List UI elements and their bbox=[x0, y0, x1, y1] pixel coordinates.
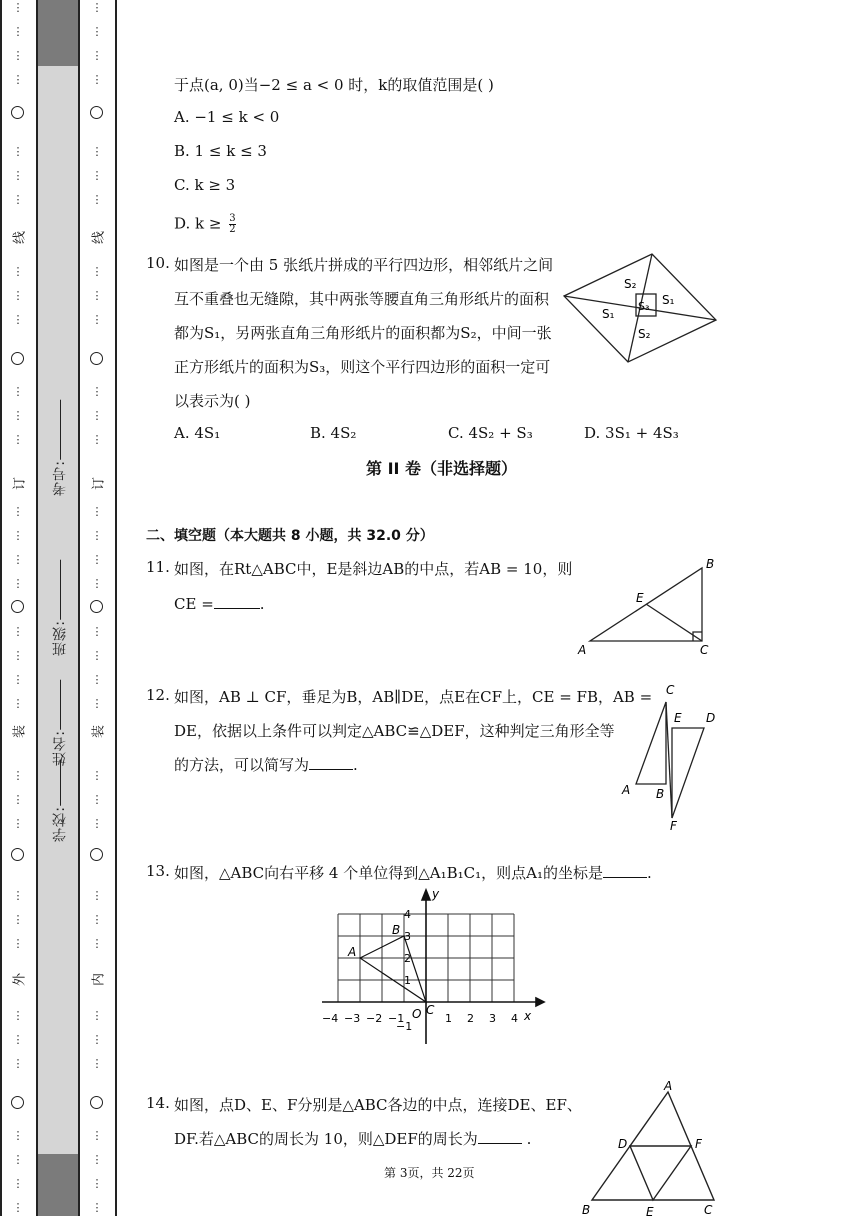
q10-option-d[interactable]: D. 3S₁ + 4S₃ bbox=[584, 424, 679, 442]
school-label: 学校: bbox=[52, 806, 68, 842]
x-tick: −4 bbox=[322, 1012, 339, 1025]
binding-dot: ⋮ bbox=[91, 313, 103, 326]
q13-suffix: . bbox=[646, 864, 652, 882]
label-f: F bbox=[670, 819, 677, 833]
q14-midpoint-triangle-figure bbox=[576, 1080, 726, 1216]
binding-dot: ⋮ bbox=[12, 937, 24, 950]
binding-dot: ⋮ bbox=[91, 1009, 103, 1022]
binding-dot: ⋮ bbox=[12, 673, 24, 686]
binding-dot: ⋮ bbox=[91, 25, 103, 38]
q11-line-1: 如图，在Rt△ABC中，E是斜边AB的中点，若AB = 10，则 bbox=[174, 560, 573, 578]
y-axis-arrow bbox=[422, 890, 430, 900]
q12-triangles-figure bbox=[614, 680, 724, 836]
binding-dot: ⋮ bbox=[12, 913, 24, 926]
q12-line-2: DE，依据以上条件可以判定△ABC≌△DEF，这种判定三角形全等 bbox=[174, 722, 615, 740]
label-a: A bbox=[622, 783, 631, 797]
binding-dot: ⋮ bbox=[12, 1177, 24, 1190]
q9-option-a[interactable]: A. −1 ≤ k < 0 bbox=[174, 108, 280, 126]
binding-dot: ⋮ bbox=[91, 769, 103, 782]
inner-label-xian: 线 bbox=[91, 231, 107, 245]
binding-dot: ⋮ bbox=[12, 409, 24, 422]
binding-ring-icon bbox=[11, 352, 24, 365]
binding-dot: ⋮ bbox=[91, 1129, 103, 1142]
x-tick: 1 bbox=[445, 1012, 452, 1025]
q11-triangle-figure bbox=[572, 552, 722, 660]
q9-option-d-fraction bbox=[229, 214, 235, 235]
binding-dot: ⋮ bbox=[12, 529, 24, 542]
triangle-def bbox=[672, 728, 704, 818]
strip-dark-bottom bbox=[38, 1154, 78, 1216]
binding-dot: ⋮ bbox=[91, 385, 103, 398]
binding-dot: ⋮ bbox=[12, 889, 24, 902]
binding-dot: ⋮ bbox=[12, 793, 24, 806]
outer-label-ding: 订 bbox=[12, 477, 28, 491]
binding-ring-icon bbox=[90, 848, 103, 861]
q12-line-3 bbox=[174, 754, 358, 775]
q14-number: 14. bbox=[146, 1094, 170, 1112]
x-tick: −3 bbox=[344, 1012, 361, 1025]
label-o: O bbox=[412, 1007, 422, 1021]
q11-answer-blank[interactable] bbox=[214, 594, 260, 609]
q13-answer-blank[interactable] bbox=[603, 863, 647, 878]
binding-dot: ⋮ bbox=[12, 1201, 24, 1214]
binding-dot: ⋮ bbox=[12, 145, 24, 158]
exam-number-label: 考号: bbox=[52, 460, 68, 496]
label-a: A bbox=[664, 1080, 673, 1093]
y-tick: 2 bbox=[404, 952, 411, 965]
binding-dot: ⋮ bbox=[12, 649, 24, 662]
x-tick: −1 bbox=[388, 1012, 405, 1025]
q11-suffix: . bbox=[259, 595, 265, 613]
x-tick: 2 bbox=[467, 1012, 474, 1025]
q9-option-d-text: D. k ≥ bbox=[174, 214, 222, 233]
label-s1-left: S₁ bbox=[602, 307, 615, 321]
binding-dot: ⋮ bbox=[12, 265, 24, 278]
binding-dot: ⋮ bbox=[91, 505, 103, 518]
binding-dot: ⋮ bbox=[12, 289, 24, 302]
binding-dot: ⋮ bbox=[91, 913, 103, 926]
binding-dot: ⋮ bbox=[12, 1033, 24, 1046]
binding-ring-icon bbox=[11, 848, 24, 861]
label-e: E bbox=[646, 1205, 654, 1216]
binding-dot: ⋮ bbox=[12, 313, 24, 326]
name-label: 姓名: bbox=[52, 730, 68, 766]
binding-dot: ⋮ bbox=[91, 73, 103, 86]
inner-label-nei: 内 bbox=[91, 973, 107, 987]
label-b: B bbox=[656, 787, 665, 801]
triangle-abc bbox=[360, 936, 426, 1002]
binding-dot: ⋮ bbox=[12, 169, 24, 182]
binding-dot: ⋮ bbox=[91, 193, 103, 206]
q12-prefix: 的方法，可以简写为 bbox=[174, 756, 310, 774]
binding-ring-icon bbox=[90, 106, 103, 119]
binding-dot: ⋮ bbox=[91, 793, 103, 806]
binding-ring-icon bbox=[11, 106, 24, 119]
binding-dot: ⋮ bbox=[91, 937, 103, 950]
binding-dot: ⋮ bbox=[12, 1009, 24, 1022]
y-tick: 3 bbox=[404, 930, 411, 943]
binding-ring-icon bbox=[90, 1096, 103, 1109]
fraction-denominator: 2 bbox=[229, 224, 236, 235]
q10-line-5: 以表示为( ) bbox=[174, 392, 251, 410]
binding-dot: ⋮ bbox=[91, 649, 103, 662]
q13-line-1 bbox=[174, 862, 652, 883]
outer-border-left bbox=[0, 0, 2, 1216]
label-s3: S₃ bbox=[638, 300, 650, 313]
q10-number: 10. bbox=[146, 254, 170, 272]
strip-dark-top bbox=[38, 0, 78, 66]
label-s2-top: S₂ bbox=[624, 277, 637, 291]
binding-dot: ⋮ bbox=[91, 817, 103, 830]
binding-dot: ⋮ bbox=[91, 1033, 103, 1046]
page-footer: 第 3页，共 22页 bbox=[384, 1166, 475, 1180]
binding-dot: ⋮ bbox=[12, 577, 24, 590]
x-tick: 4 bbox=[511, 1012, 518, 1025]
binding-dot: ⋮ bbox=[12, 49, 24, 62]
binding-dot: ⋮ bbox=[12, 1, 24, 14]
label-c: C bbox=[426, 1003, 435, 1017]
binding-ring-icon bbox=[90, 352, 103, 365]
binding-ring-icon bbox=[11, 600, 24, 613]
q14-line-1: 如图，点D、E、F分别是△ABC各边的中点，连接DE、EF、 bbox=[174, 1096, 582, 1114]
q10-line-1: 如图是一个由 5 张纸片拼成的平行四边形，相邻纸片之间 bbox=[174, 256, 554, 274]
binding-dot: ⋮ bbox=[91, 49, 103, 62]
q14-line-2 bbox=[174, 1128, 531, 1149]
inner-border-left bbox=[78, 0, 80, 1216]
q14-prefix: DF.若△ABC的周长为 10，则△DEF的周长为 bbox=[174, 1130, 478, 1148]
binding-dot: ⋮ bbox=[12, 73, 24, 86]
q9-stem-end: 于点(a, 0)当−2 ≤ a < 0 时，k的取值范围是( ) bbox=[174, 76, 494, 94]
label-b: B bbox=[706, 557, 715, 571]
binding-dot: ⋮ bbox=[12, 697, 24, 710]
part-two-heading: 第 II 卷（非选择题） bbox=[366, 459, 518, 478]
class-label: 班级: bbox=[52, 620, 68, 656]
binding-ring-icon bbox=[11, 1096, 24, 1109]
binding-dot: ⋮ bbox=[91, 433, 103, 446]
binding-dot: ⋮ bbox=[12, 25, 24, 38]
inner-border-right bbox=[115, 0, 117, 1216]
label-a: A bbox=[348, 945, 357, 959]
binding-dot: ⋮ bbox=[12, 1153, 24, 1166]
fraction-numerator: 3 bbox=[229, 213, 236, 224]
inner-label-zhuang: 装 bbox=[91, 725, 107, 739]
q10-option-b[interactable]: B. 4S₂ bbox=[310, 424, 357, 442]
binding-dot: ⋮ bbox=[91, 673, 103, 686]
binding-dot: ⋮ bbox=[91, 409, 103, 422]
binding-dot: ⋮ bbox=[12, 433, 24, 446]
q11-line-2 bbox=[174, 594, 265, 613]
triangle-def bbox=[630, 1146, 691, 1200]
label-b: B bbox=[392, 923, 401, 937]
q12-number: 12. bbox=[146, 686, 170, 704]
binding-dot: ⋮ bbox=[91, 625, 103, 638]
outer-label-xian: 线 bbox=[12, 231, 28, 245]
label-e: E bbox=[674, 711, 682, 725]
label-d: D bbox=[706, 711, 716, 725]
binding-dot: ⋮ bbox=[91, 169, 103, 182]
binding-dot: ⋮ bbox=[91, 529, 103, 542]
binding-dot: ⋮ bbox=[91, 1, 103, 14]
label-e: E bbox=[636, 591, 644, 605]
line-cf bbox=[666, 702, 672, 818]
label-s2-bottom: S₂ bbox=[638, 327, 651, 341]
label-f: F bbox=[695, 1137, 702, 1151]
label-d: D bbox=[618, 1137, 628, 1151]
binding-dot: ⋮ bbox=[91, 1201, 103, 1214]
binding-dot: ⋮ bbox=[12, 1129, 24, 1142]
q9-option-c[interactable]: C. k ≥ 3 bbox=[174, 176, 236, 194]
y-tick: 1 bbox=[404, 974, 411, 987]
x-tick: 3 bbox=[489, 1012, 496, 1025]
class-field bbox=[50, 560, 70, 656]
q10-option-c[interactable]: C. 4S₂ + S₃ bbox=[448, 424, 533, 442]
binding-dot: ⋮ bbox=[91, 145, 103, 158]
binding-dot: ⋮ bbox=[91, 1153, 103, 1166]
binding-dot: ⋮ bbox=[12, 505, 24, 518]
binding-dot: ⋮ bbox=[12, 769, 24, 782]
label-a: A bbox=[578, 643, 587, 657]
q10-line-4: 正方形纸片的面积为S₃，则这个平行四边形的面积一定可 bbox=[174, 358, 551, 376]
binding-dot: ⋮ bbox=[91, 577, 103, 590]
binding-dot: ⋮ bbox=[91, 553, 103, 566]
outer-label-wai: 外 bbox=[12, 973, 28, 987]
q14-answer-blank[interactable] bbox=[478, 1129, 522, 1144]
school-field bbox=[50, 760, 70, 842]
q11-number: 11. bbox=[146, 558, 170, 576]
q13-prefix: 如图，△ABC向右平移 4 个单位得到△A₁B₁C₁，则点A₁的坐标是 bbox=[174, 864, 603, 882]
outer-label-zhuang: 装 bbox=[12, 725, 28, 739]
binding-dot: ⋮ bbox=[12, 817, 24, 830]
binding-dot: ⋮ bbox=[12, 1057, 24, 1070]
inner-label-ding: 订 bbox=[91, 477, 107, 491]
x-tick: −2 bbox=[366, 1012, 383, 1025]
label-c: C bbox=[666, 683, 675, 697]
x-axis-arrow bbox=[536, 998, 544, 1006]
binding-dot: ⋮ bbox=[91, 697, 103, 710]
y-tick-neg: −1 bbox=[396, 1020, 413, 1033]
binding-dot: ⋮ bbox=[12, 553, 24, 566]
label-c: C bbox=[704, 1203, 713, 1216]
section-two-title: 二、填空题（本大题共 8 小题，共 32.0 分） bbox=[146, 528, 434, 544]
label-x: x bbox=[524, 1009, 532, 1023]
q10-option-a[interactable]: A. 4S₁ bbox=[174, 424, 221, 442]
q9-option-d[interactable] bbox=[174, 214, 236, 235]
binding-ring-icon bbox=[90, 600, 103, 613]
label-c: C bbox=[700, 643, 709, 657]
binding-dot: ⋮ bbox=[91, 1177, 103, 1190]
binding-dot: ⋮ bbox=[91, 1057, 103, 1070]
q12-suffix: . bbox=[353, 756, 358, 774]
q13-grid-figure bbox=[318, 884, 546, 1050]
binding-dot: ⋮ bbox=[91, 289, 103, 302]
label-b: B bbox=[582, 1203, 591, 1216]
q14-suffix: . bbox=[521, 1130, 532, 1148]
name-field bbox=[50, 680, 70, 766]
y-tick: 4 bbox=[404, 908, 411, 921]
q9-option-b[interactable]: B. 1 ≤ k ≤ 3 bbox=[174, 142, 267, 160]
q11-prefix: CE = bbox=[174, 595, 214, 613]
label-y: y bbox=[432, 887, 440, 901]
q12-answer-blank[interactable] bbox=[309, 755, 353, 770]
binding-dot: ⋮ bbox=[12, 193, 24, 206]
triangle-abc bbox=[636, 702, 666, 784]
q10-line-3: 都为S₁，另两张直角三角形纸片的面积都为S₂，中间一张 bbox=[174, 324, 552, 342]
label-s1-right: S₁ bbox=[662, 293, 675, 307]
q13-number: 13. bbox=[146, 862, 170, 880]
q10-parallelogram-figure bbox=[560, 250, 720, 366]
q10-line-2: 互不重叠也无缝隙，其中两张等腰直角三角形纸片的面积 bbox=[174, 290, 550, 308]
binding-dot: ⋮ bbox=[12, 385, 24, 398]
exam-number-field bbox=[50, 400, 70, 496]
binding-dot: ⋮ bbox=[91, 265, 103, 278]
q12-line-1: 如图，AB ⊥ CF，垂足为B，AB∥DE，点E在CF上，CE = FB，AB = bbox=[174, 688, 653, 706]
binding-dot: ⋮ bbox=[12, 625, 24, 638]
binding-dot: ⋮ bbox=[91, 889, 103, 902]
